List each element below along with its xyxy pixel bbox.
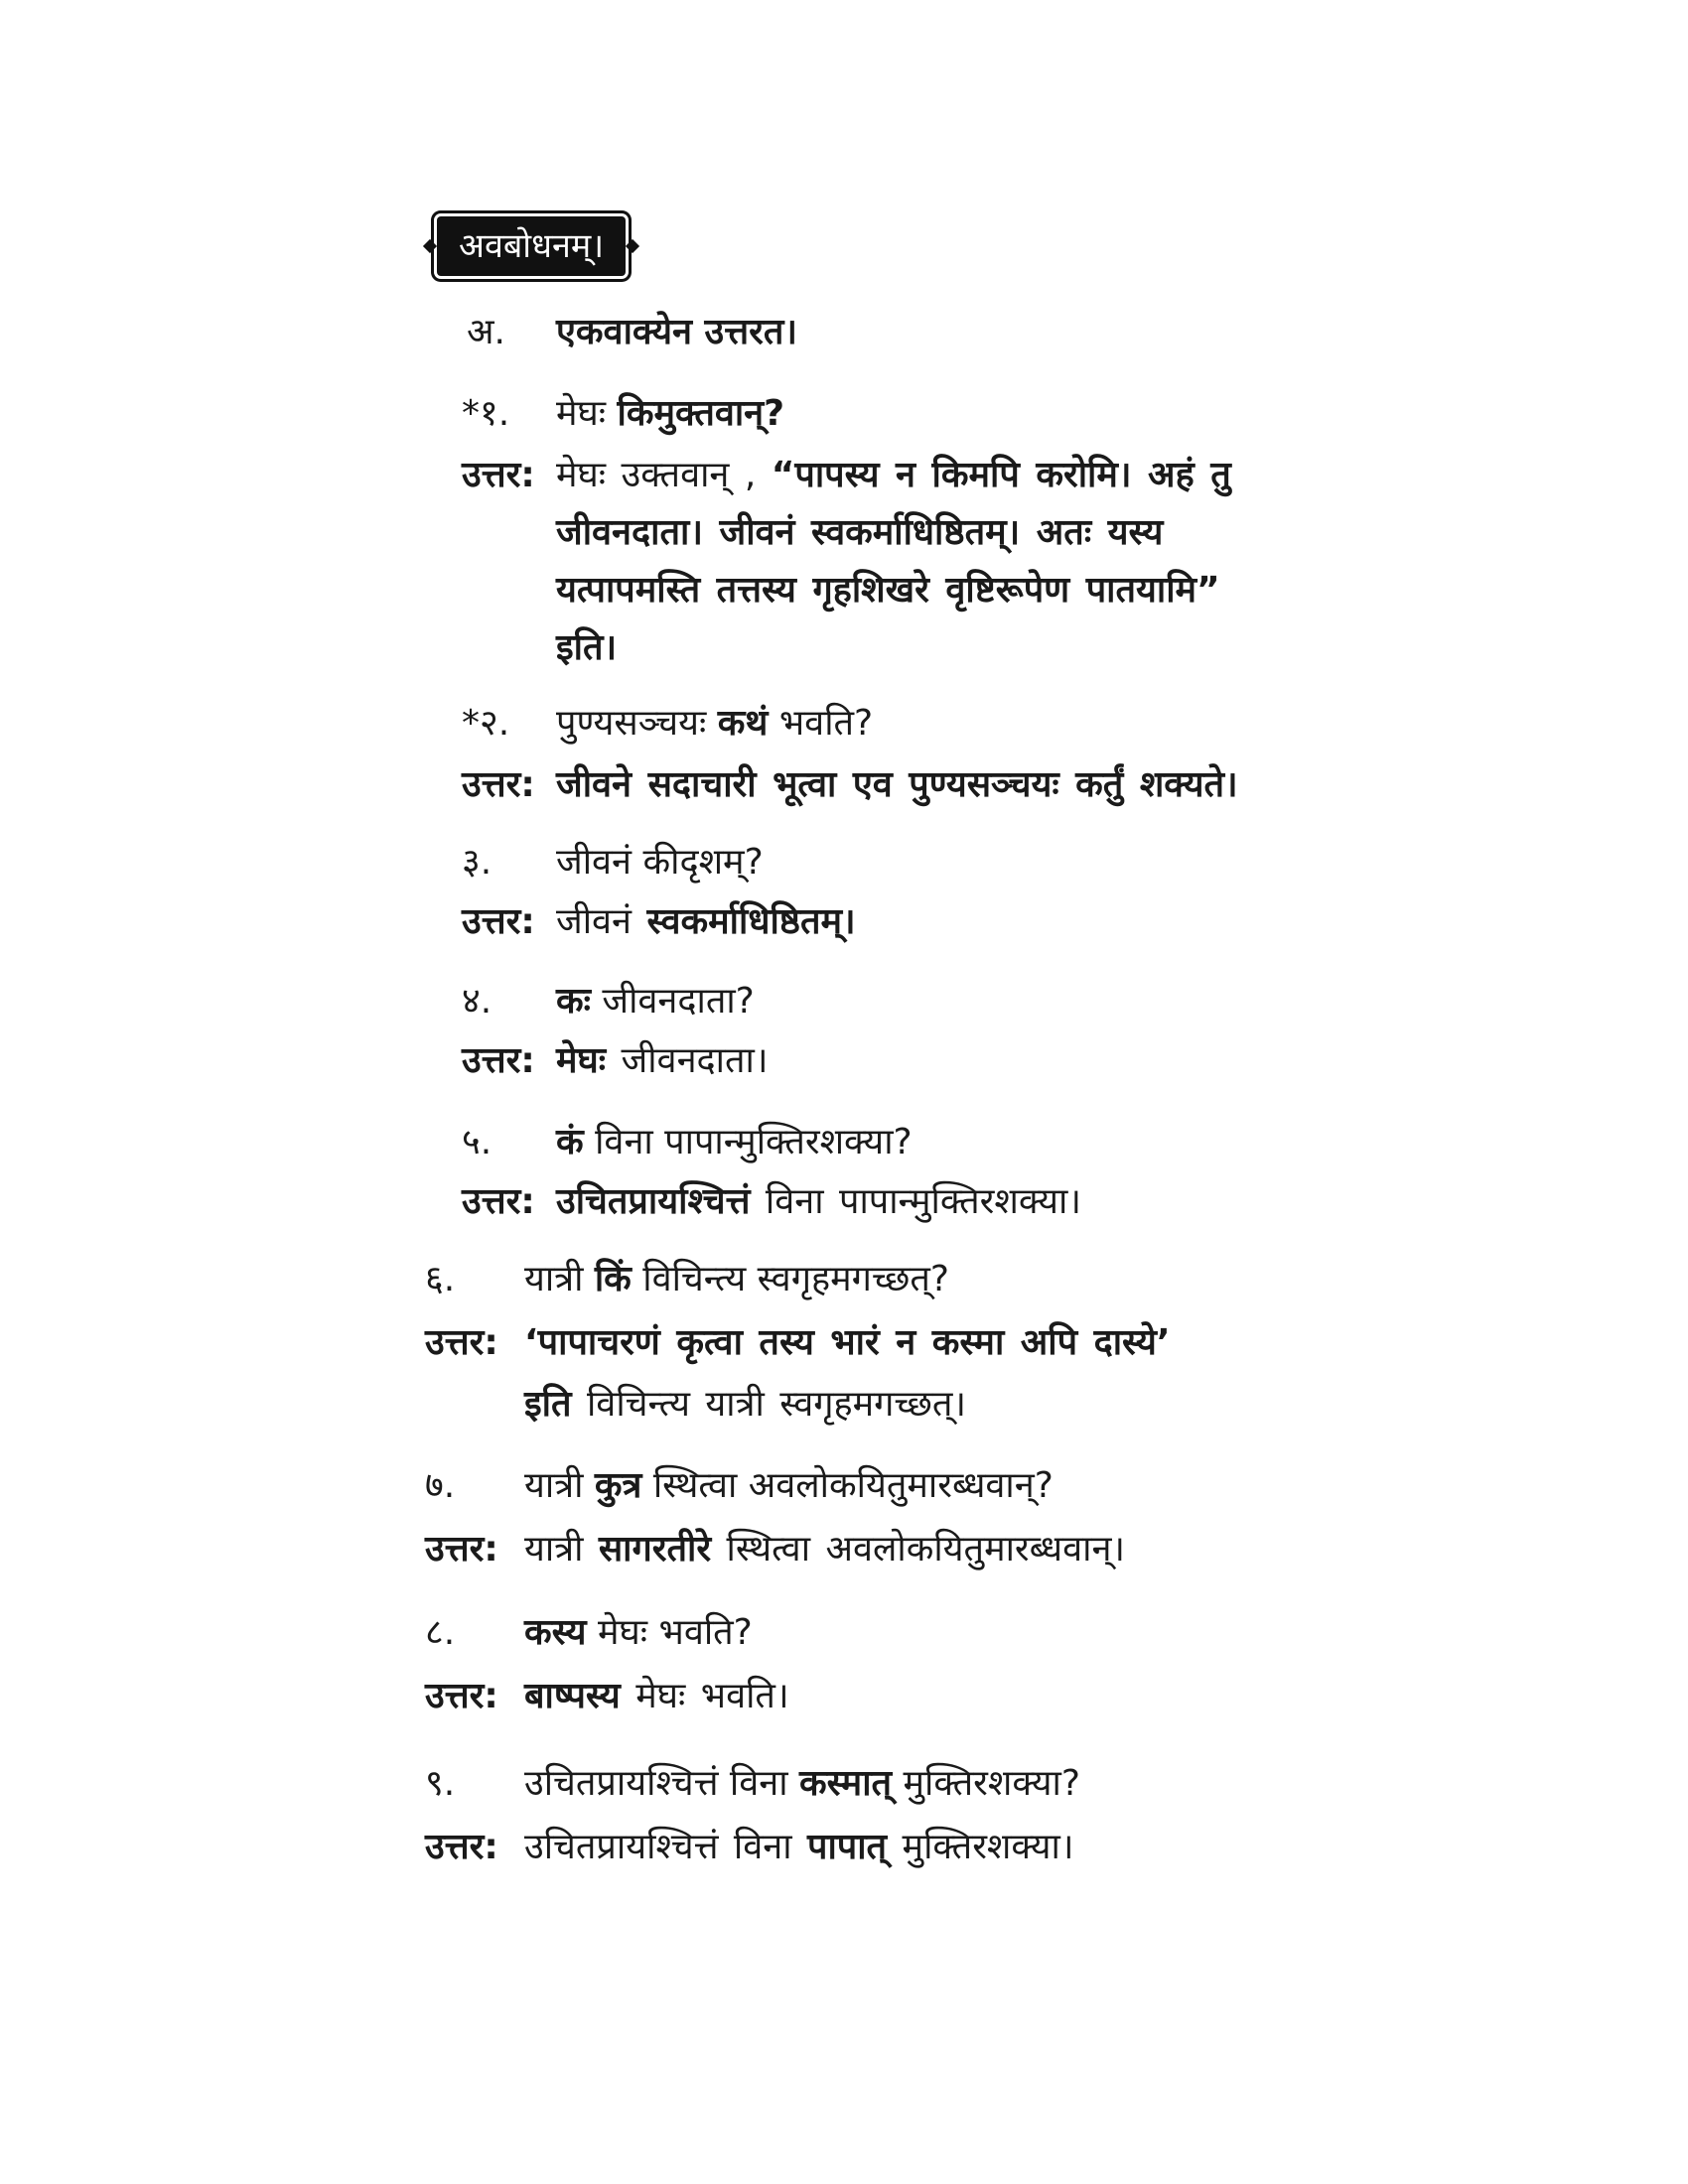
question-text: पुण्यसञ्चयः कथं भवति? — [556, 703, 874, 744]
answer-7: उत्तर: यात्री सागरतीरे स्थित्वा अवलोकयितुमारब्धवान्। — [425, 1529, 1126, 1570]
answer-1-line-3: यत्पापमस्ति तत्तस्य गृहशिखरे वृष्टिरूपेण पातयामि” — [556, 570, 1220, 611]
answer-6: उत्तर: ‘पापाचरणं कृत्वा तस्य भारं न कस्मा अपि दास्ये’ — [425, 1322, 1171, 1363]
question-7: ७. यात्री कुत्र स्थित्वा अवलोकयितुमारब्धवान्? — [425, 1465, 1054, 1506]
section-heading: अवबोधनम्। — [459, 226, 605, 266]
question-2: *२. पुण्यसञ्चयः कथं भवति? — [462, 697, 873, 751]
question-8: ८. कस्य मेघः भवति? — [425, 1612, 753, 1653]
answer-1-line-4: इति। — [556, 627, 618, 668]
answer-text: मेघः उक्तवान् , “पापस्य न किमपि करोमि। अहं तु — [556, 455, 1231, 495]
instruction-text: एकवाक्येन उत्तरत। — [556, 312, 798, 352]
answer-1 — [462, 449, 1246, 502]
instruction-row — [467, 306, 797, 359]
answer-4: उत्तर: मेघः जीवनदाता। — [462, 1040, 769, 1081]
answer-1-line-2: जीवनदाता। जीवनं स्वकर्माधिष्ठितम्। अतः यस्य — [556, 512, 1164, 553]
question-5: ५. कं विना पापान्मुक्तिरशक्या? — [462, 1122, 913, 1162]
answer-6-line-2: इति विचिन्त्य यात्री स्वगृहमगच्छत्। — [524, 1384, 967, 1425]
answer-8: उत्तर: बाष्पस्य मेघः भवति। — [425, 1676, 789, 1716]
question-1 — [462, 387, 784, 441]
section-marker: अ. — [467, 312, 505, 352]
question-6: ६. यात्री किं विचिन्त्य स्वगृहमगच्छत्? — [425, 1259, 949, 1299]
question-9: ९. उचितप्रायश्चित्तं विना कस्मात् मुक्तिरशक्या? — [425, 1763, 1080, 1804]
question-4: ४. कः जीवनदाता? — [462, 981, 755, 1022]
section-heading-badge — [437, 216, 626, 276]
answer-5: उत्तर: उचितप्रायश्चित्तं विना पापान्मुक्तिरशक्या। — [462, 1181, 1081, 1222]
answer-label: उत्तर: — [462, 455, 535, 495]
answer-2: उत्तर: जीवने सदाचारी भूत्वा एव पुण्यसञ्चयः कर्तुं शक्यते। — [462, 764, 1238, 805]
answer-9: उत्तर: उचितप्रायश्चित्तं विना पापात् मुक्तिरशक्या। — [425, 1827, 1074, 1867]
question-number: *१. — [462, 393, 510, 434]
answer-3: उत्तर: जीवनं स्वकर्माधिष्ठितम्। — [462, 901, 856, 942]
question-3: ३. जीवनं कीदृशम्? — [462, 842, 764, 883]
question-text: मेघः किमुक्तवान्? — [556, 393, 785, 434]
